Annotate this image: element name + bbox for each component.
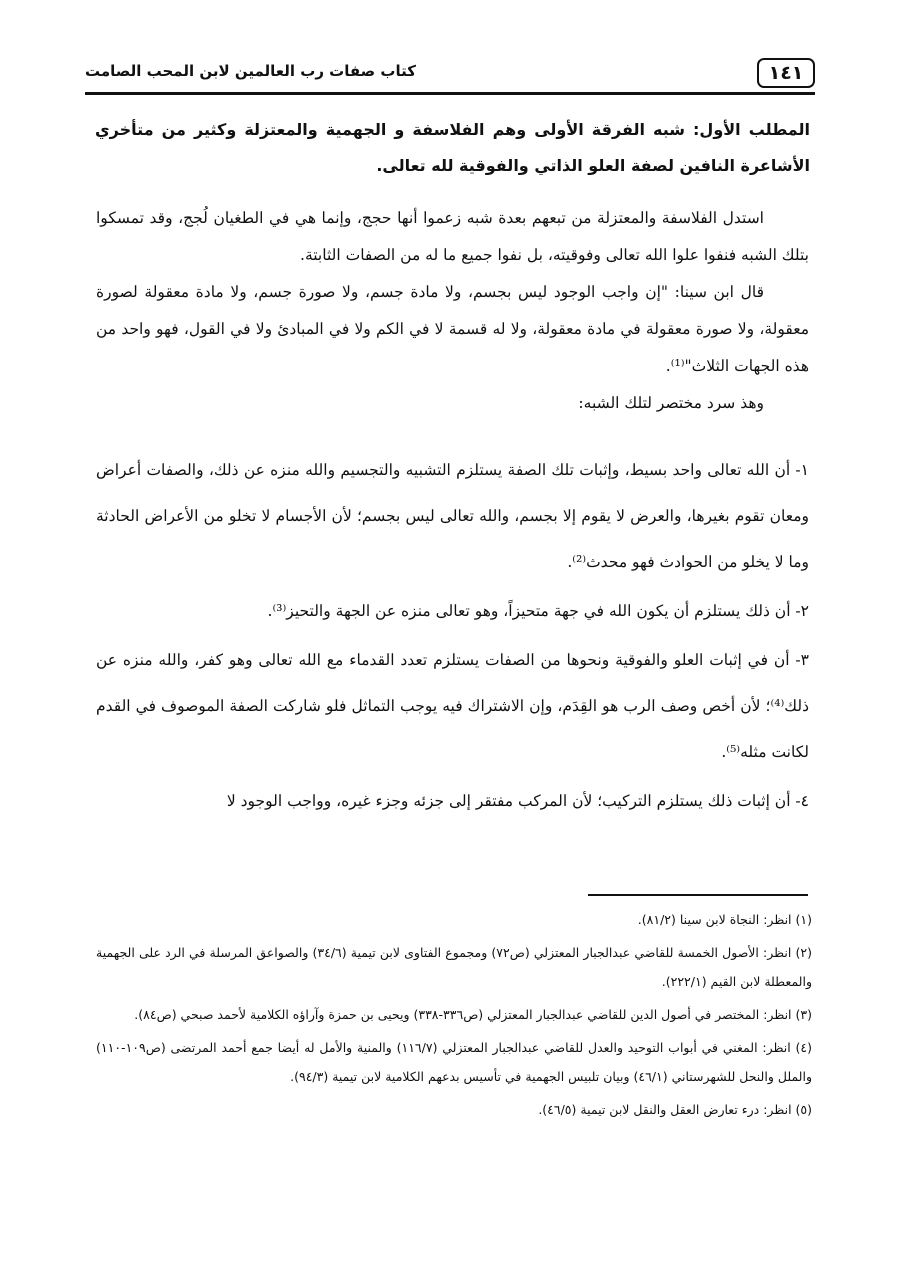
paragraph: قال ابن سينا: "إن واجب الوجود ليس بجسم، ولا مادة جسم، ولا صورة جسم، ولا مادة معقولة لصورة معقولة، ولا صورة معقولة في مادة معقولة، ولا له قسمة لا في الكم ولا في المبادئ ولا في القول، فهو واحد من هذه الجهات الثلاث"⁽¹⁾. [96, 283, 809, 375]
page-number: ١٤١ [757, 58, 815, 88]
footnote: (٥) انظر: درء تعارض العقل والنقل لابن تيمية (٤٦/٥). [538, 1102, 812, 1117]
book-title: كتاب صفات رب العالمين لابن المحب الصامت [85, 62, 416, 80]
footnote: (٢) انظر: الأصول الخمسة للقاضي عبدالجبار المعتزلي (ص٧٢) ومجموع الفتاوى لابن تيمية (٣٤/٦) والصواعق المرسلة في الرد على الجهمية والمعطلة لابن القيم (٢٢٢/١). [96, 945, 812, 989]
footnote: (٣) انظر: المختصر في أصول الدين للقاضي عبدالجبار المعتزلي (ص٣٣٦-٣٣٨) ويحيى بن حمزة وآراؤه الكلامية لأحمد صبحي (ص٨٤). [134, 1007, 812, 1022]
list-item: ٢- أن ذلك يستلزم أن يكون الله في جهة متحيزاً، وهو تعالى منزه عن الجهة والتحيز⁽³⁾. [267, 602, 809, 620]
intro-paragraphs [96, 200, 809, 422]
list-item: ٤- أن إثبات ذلك يستلزم التركيب؛ لأن المركب مفتقر إلى جزئه وجزء غيره، وواجب الوجود لا [226, 792, 809, 810]
footnote: (٤) انظر: المغني في أبواب التوحيد والعدل للقاضي عبدالجبار المعتزلي (١١٦/٧) والمنية والأمل له أيضا جمع أحمد المرتضى (ص١٠٩-١١٠) والملل والنحل للشهرستاني (٤٦/١) وبيان تلبيس الجهمية في تأسيس بدعهم الكلامية لابن تيمية (٩٤/٣). [96, 1040, 812, 1084]
objections-list [96, 447, 809, 827]
list-item: ١- أن الله تعالى واحد بسيط، وإثبات تلك الصفة يستلزم التشبيه والتجسيم والله منزه عن ذلك، والصفات أعراض ومعان تقوم بغيرها، والعرض لا يقوم إلا بجسم، والله تعالى ليس بجسم؛ لأن الأجسام لا تخلو من الأعراض الحادثة وما لا يخلو من الحوادث فهو محدث⁽²⁾. [96, 461, 809, 571]
header-divider [85, 92, 815, 95]
footnotes [96, 905, 812, 1128]
paragraph: وهذ سرد مختصر لتلك الشبه: [578, 394, 764, 412]
list-item: ٣- أن في إثبات العلو والفوقية ونحوها من الصفات يستلزم تعدد القدماء مع الله تعالى وهو كفر، والله منزه عن ذلك⁽⁴⁾؛ لأن أخص وصف الرب هو القِدَم، وإن الاشتراك فيه يوجب التماثل فلو شاركت الصفة الموصوف في القدم لكانت مثله⁽⁵⁾. [96, 651, 809, 761]
paragraph: استدل الفلاسفة والمعتزلة من تبعهم بعدة شبه زعموا أنها حجج، وإنما هي في الطغيان لُجج، وقد تمسكوا بتلك الشبه فنفوا علوا الله تعالى وفوقيته، بل نفوا جميع ما له من الصفات الثابتة. [96, 209, 809, 264]
page-header [85, 56, 815, 92]
footnote-divider [588, 894, 808, 896]
footnote: (١) انظر: النجاة لابن سينا (٨١/٢). [637, 912, 812, 927]
section-title: المطلب الأول: شبه الفرقة الأولى وهم الفلاسفة و الجهمية والمعتزلة وكثير من متأخري الأشاعرة النافين لصفة العلو الذاتي والفوقية لله تعالى. [95, 120, 810, 175]
